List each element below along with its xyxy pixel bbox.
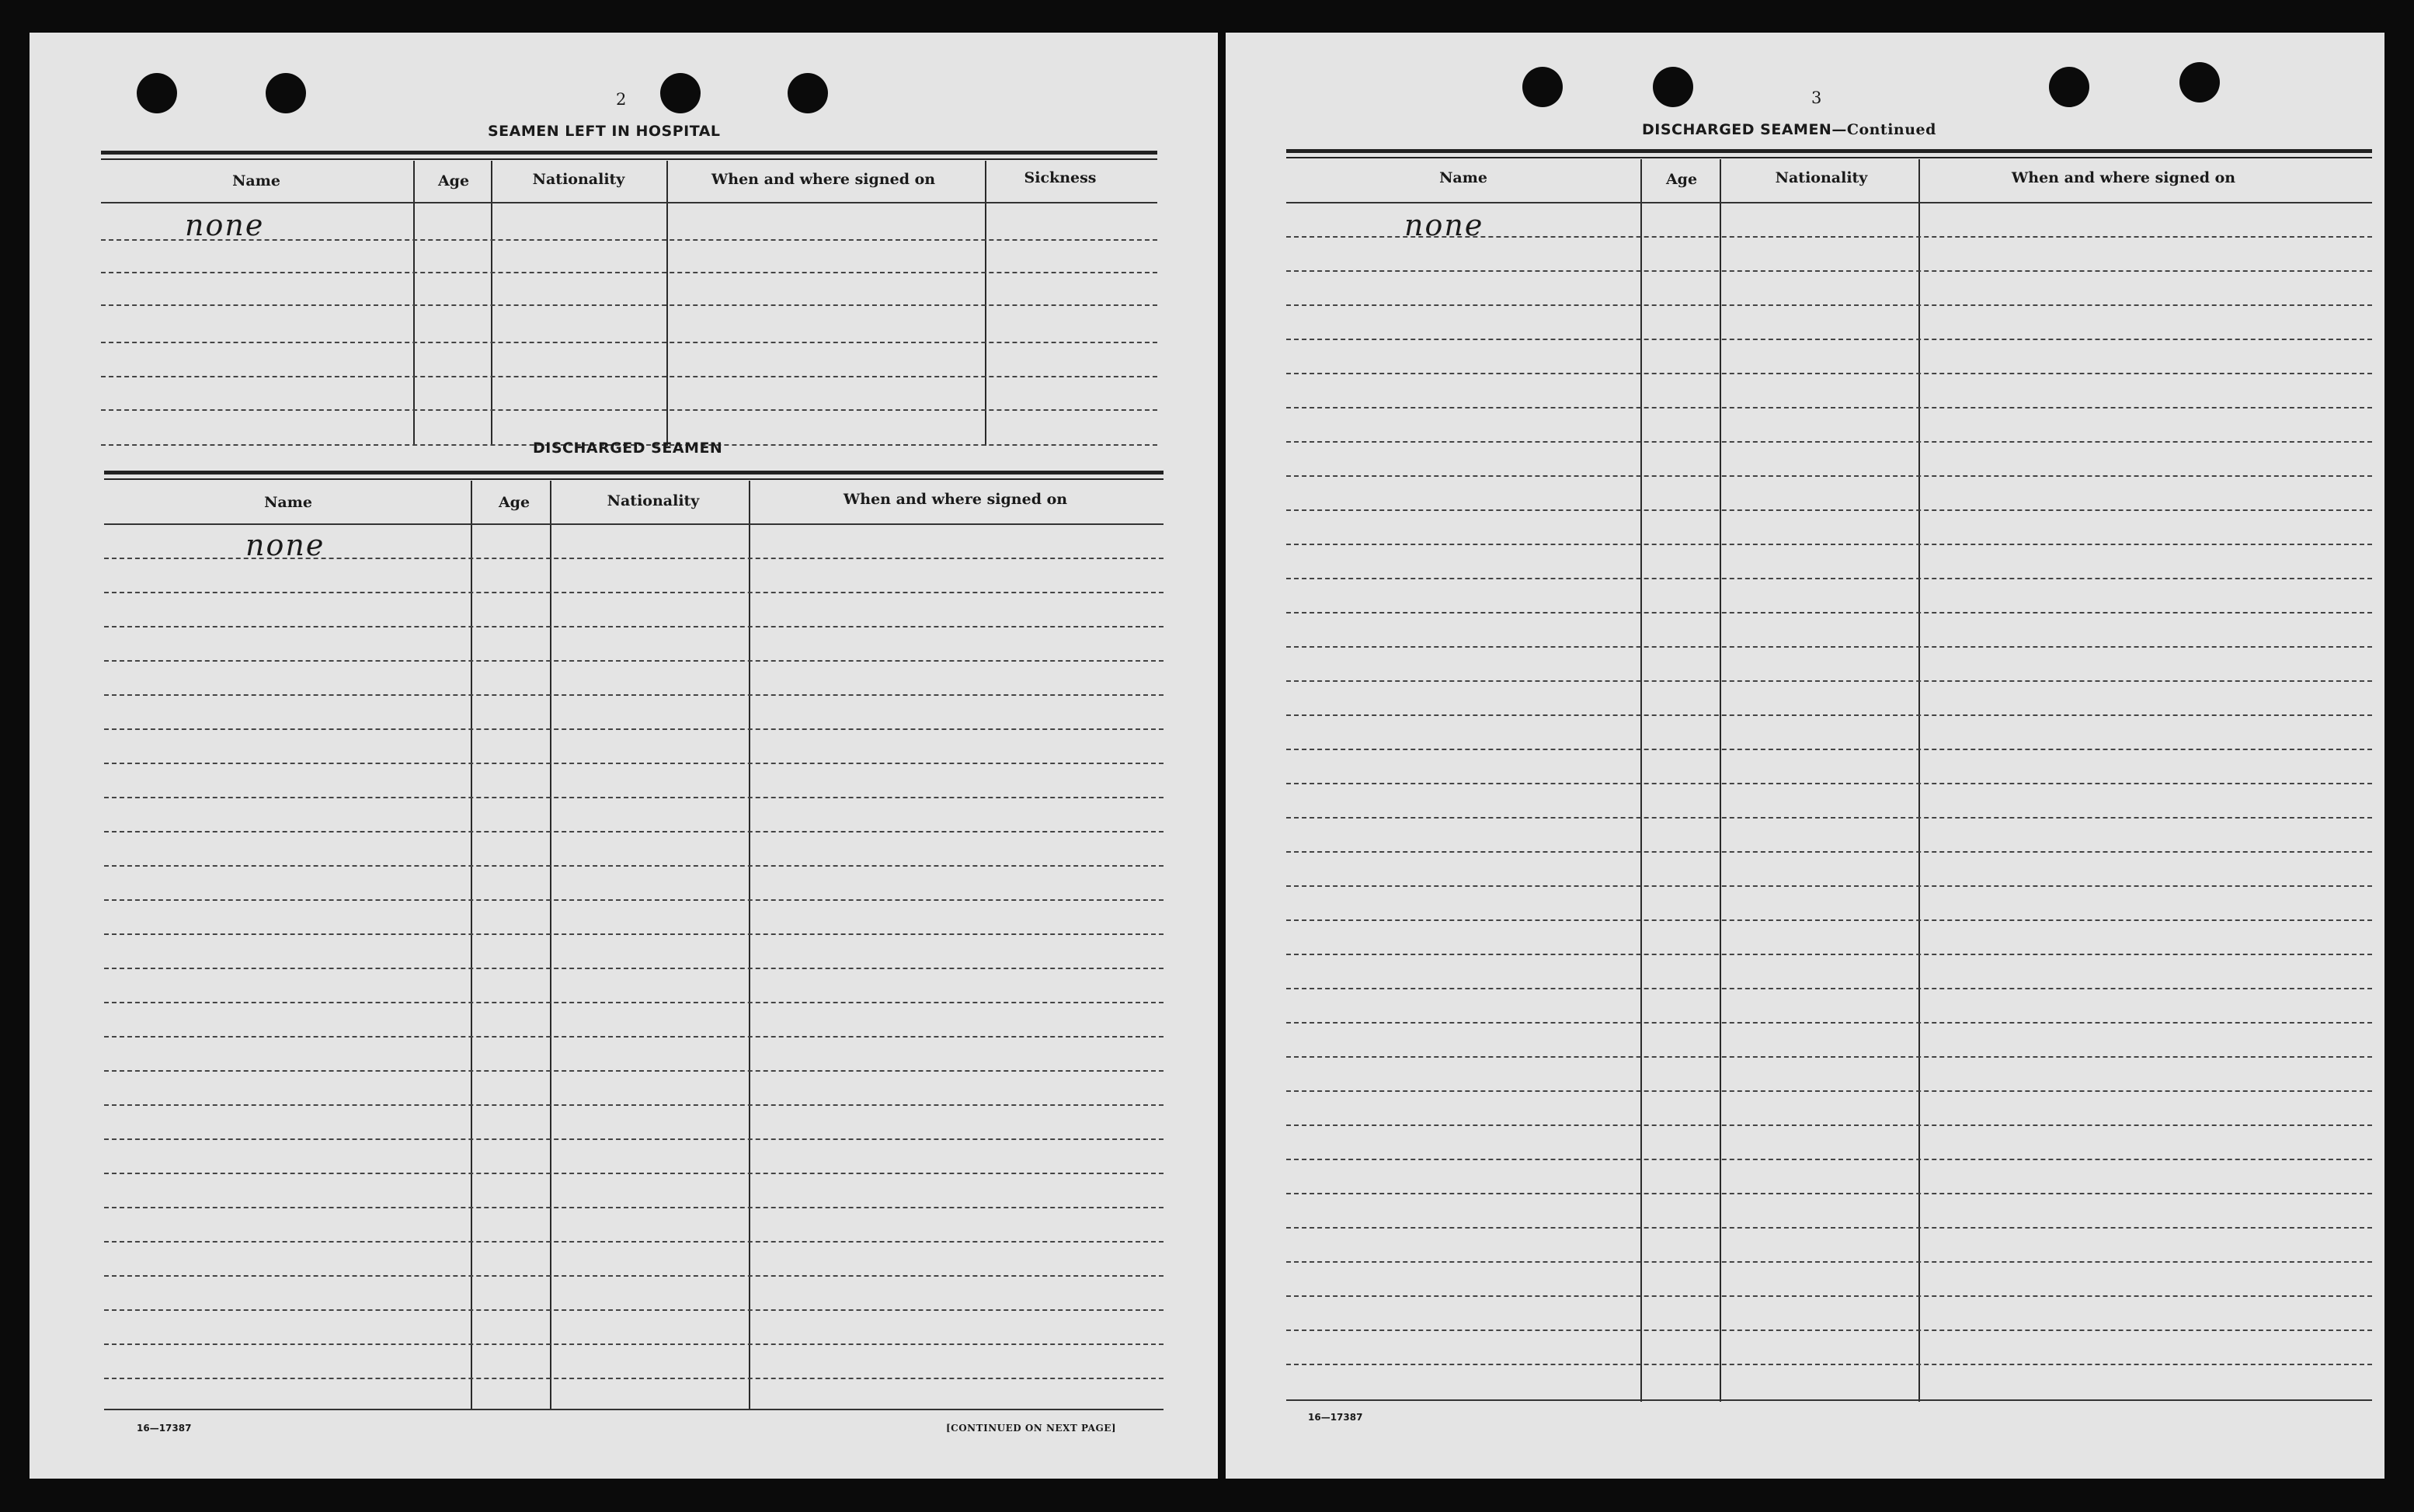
table-row <box>1286 1227 2372 1229</box>
punch-hole <box>2049 67 2089 107</box>
table-row <box>101 376 1157 377</box>
column-header-signed-on: When and where signed on <box>2011 169 2236 186</box>
column-divider <box>666 161 668 446</box>
punch-hole <box>1522 67 1563 107</box>
table-row <box>104 899 1164 901</box>
table-row <box>1286 1261 2372 1263</box>
discharged-section-title: DISCHARGED SEAMEN <box>533 440 723 457</box>
column-header-signed-on: When and where signed on <box>711 171 936 188</box>
column-header-name: Name <box>1439 169 1487 186</box>
table-row <box>1286 270 2372 272</box>
section-rule <box>101 158 1157 160</box>
table-row <box>104 1173 1164 1174</box>
column-header-name: Name <box>232 172 280 189</box>
table-row <box>1286 783 2372 784</box>
column-divider <box>413 161 415 446</box>
table-row <box>1286 1159 2372 1160</box>
handwritten-entry: none <box>1404 208 1484 242</box>
table-row <box>1286 304 2372 306</box>
left-page <box>30 33 1218 1479</box>
column-header-age: Age <box>437 172 470 189</box>
table-row <box>101 342 1157 343</box>
discharged-continued-title <box>1642 121 1936 138</box>
table-row <box>104 1275 1164 1277</box>
table-row <box>1286 339 2372 340</box>
table-row <box>104 865 1164 867</box>
continued-note: [CONTINUED ON NEXT PAGE] <box>946 1423 1117 1434</box>
page-number: 2 <box>616 90 627 109</box>
right-page <box>1226 33 2384 1479</box>
table-row <box>1286 646 2372 648</box>
table-row <box>1286 544 2372 545</box>
section-rule <box>101 151 1157 155</box>
table-row <box>104 831 1164 832</box>
table-row <box>1286 680 2372 682</box>
table-row <box>104 626 1164 627</box>
table-row <box>104 763 1164 764</box>
punch-hole <box>1653 67 1693 107</box>
table-row <box>1286 1022 2372 1024</box>
table-row <box>104 694 1164 696</box>
punch-hole <box>137 73 177 113</box>
table-row <box>104 1104 1164 1106</box>
table-row <box>104 1036 1164 1038</box>
column-header-nationality: Nationality <box>607 492 700 509</box>
column-divider <box>749 481 750 1409</box>
table-row <box>104 728 1164 730</box>
punch-hole <box>266 73 306 113</box>
header-rule <box>104 523 1164 525</box>
column-header-name: Name <box>264 494 312 511</box>
header-rule <box>101 202 1157 203</box>
table-row <box>104 1241 1164 1243</box>
section-rule <box>1286 157 2372 158</box>
column-divider <box>471 481 472 1409</box>
table-row <box>1286 612 2372 613</box>
table-row <box>1286 1364 2372 1365</box>
table-row <box>104 1138 1164 1140</box>
table-row <box>1286 885 2372 887</box>
table-row <box>1286 749 2372 750</box>
column-divider <box>491 161 492 446</box>
table-row <box>1286 919 2372 921</box>
table-row <box>104 1343 1164 1345</box>
column-header-age: Age <box>498 494 530 511</box>
page-number: 3 <box>1811 89 1822 107</box>
column-divider <box>1720 159 1721 1402</box>
table-row <box>1286 578 2372 579</box>
table-row <box>104 1207 1164 1208</box>
column-divider <box>1640 159 1642 1402</box>
table-row <box>1286 817 2372 819</box>
table-row <box>1286 407 2372 408</box>
punch-hole <box>660 73 701 113</box>
table-row <box>101 409 1157 411</box>
table-row <box>104 1309 1164 1311</box>
table-row <box>104 933 1164 935</box>
table-row <box>1286 1330 2372 1331</box>
form-number: 16—17387 <box>1308 1412 1363 1423</box>
table-bottom-rule <box>104 1409 1164 1410</box>
table-row <box>1286 988 2372 989</box>
table-row <box>1286 373 2372 374</box>
header-rule <box>1286 202 2372 203</box>
column-divider <box>550 481 551 1409</box>
column-header-nationality: Nationality <box>1775 169 1868 186</box>
section-rule <box>1286 149 2372 153</box>
table-row <box>104 1002 1164 1003</box>
handwritten-entry: none <box>245 528 325 562</box>
table-row <box>1286 1295 2372 1297</box>
table-row <box>104 592 1164 593</box>
table-row <box>104 1070 1164 1072</box>
table-row <box>1286 441 2372 443</box>
section-rule <box>104 471 1164 474</box>
table-row <box>101 304 1157 306</box>
table-row <box>104 968 1164 969</box>
column-divider <box>985 161 986 446</box>
table-row <box>104 797 1164 798</box>
punch-hole <box>2179 62 2220 103</box>
table-row <box>101 272 1157 273</box>
table-row <box>1286 851 2372 853</box>
column-header-signed-on: When and where signed on <box>843 491 1068 508</box>
column-header-sickness: Sickness <box>1024 169 1097 186</box>
punch-hole <box>788 73 828 113</box>
table-row <box>104 660 1164 662</box>
column-header-nationality: Nationality <box>532 171 625 188</box>
table-row <box>1286 509 2372 511</box>
table-bottom-rule <box>1286 1399 2372 1401</box>
section-title-text: DISCHARGED SEAMEN <box>1642 121 1832 138</box>
section-title-suffix: —Continued <box>1831 121 1936 138</box>
section-rule <box>104 478 1164 480</box>
column-divider <box>1918 159 1920 1402</box>
table-row <box>1286 714 2372 716</box>
table-row <box>1286 1090 2372 1092</box>
handwritten-entry: none <box>185 208 265 242</box>
table-row <box>1286 1124 2372 1126</box>
table-row <box>1286 1056 2372 1058</box>
table-row <box>1286 954 2372 955</box>
column-header-age: Age <box>1665 171 1698 188</box>
table-row <box>1286 475 2372 477</box>
table-row <box>104 1378 1164 1379</box>
table-row <box>1286 1193 2372 1194</box>
form-number: 16—17387 <box>137 1423 192 1434</box>
hospital-section-title: SEAMEN LEFT IN HOSPITAL <box>488 123 721 140</box>
